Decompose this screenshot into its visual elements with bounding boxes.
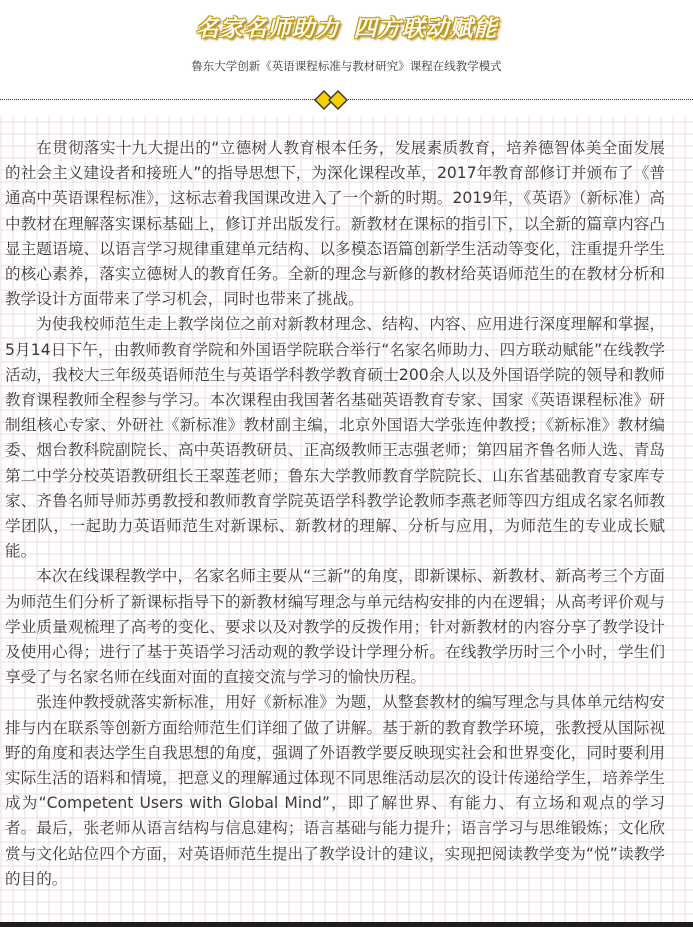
paragraph: 在贯彻落实十九大提出的“立德树人教育根本任务，发展素质教育，培养德智体美全面发展的社会主义建设者和接班人”的指导思想下，为深化课程改革，2017年教育部修订并颁布了《普通高中英语课程标准》，这标志着我国课改进入了一个新的时期。2019年，《英语》（新标准）高中教材在理解落实课标基础上，修订并出版发行。新教材在课标的指引下，以全新的篇章内容凸显主题语境、以语言学习规律重建单元结构、以多模态语篇创新学生活动等变化，注重提升学生的核心素养，落实立德树人的教育任务。全新的理念与新修的教材给英语师范生的在教材分析和教学设计方面带来了学习机会，同时也带来了挑战。	[5, 139, 665, 309]
banner-title	[0, 10, 693, 43]
banner-title-part2: 四方联动赋能	[353, 16, 498, 42]
paragraph: 本次在线课程教学中，名家名师主要从“三新”的角度，即新课标、新教材、新高考三个方面为师范生们分析了新课标指导下的新教材编写理念与单元结构安排的内在逻辑；从高考评价观与学业质量观梳理了高考的变化、要求以及对教学的反拨作用；针对新教材的内容分享了教学设计及使用心得；进行了基于英语学习活动观的教学设计学理分析。在线教学历时三个小时，学生们享受了与名家名师在线面对面的直接交流与学习的愉快历程。	[5, 567, 665, 687]
article-body	[0, 116, 693, 927]
paragraph: 张连仲教授就落实新标准，用好《新标准》为题，从整套教材的编写理念与具体单元结构安排与内在联系等创新方面给师范生们详细了做了讲解。基于新的教育教学环境，张教授从国际视野的角度和表达学生自我思想的角度，强调了外语教学要反映现实社会和世界变化，同时要利用实际生活的语料和情境，把意义的理解通过体现不同思维活动层次的设计传递给学生，培养学生成为“Competent Users with Global Mind”，即了解世界、有能力、有立场和观点的学习者。最后，张老师从语言结构与信息建构；语言基础与能力提升；语言学习与思维锻炼；文化欣赏与文化站位四个方面，对英语师范生提出了教学设计的建议，实现把阅读教学变为“悦”读教学的目的。	[5, 693, 665, 888]
article-subtitle: 鲁东大学创新《英语课程标准与教材研究》课程在线教学模式	[191, 59, 502, 73]
banner-title-part1: 名家名师助力	[195, 16, 340, 42]
double-diamond-icon	[313, 89, 349, 111]
article-text	[5, 136, 665, 892]
bottom-bar	[0, 922, 693, 927]
article-header	[0, 0, 693, 116]
paragraph: 为使我校师范生走上教学岗位之前对新教材理念、结构、内容、应用进行深度理解和掌握，5月14日下午，由教师教育学院和外国语学院联合举行“名家名师助力、四方联动赋能”在线教学活动，我校大三年级英语师范生与英语学科教学教育硕士200余人以及外国语学院的领导和教师教育课程教师全程参与学习。本次课程由我国著名基础英语教育专家、国家《英语课程标准》研制组核心专家、外研社《新标准》教材副主编，北京外国语大学张连仲教授；《新标准》教材编委、烟台教科院副院长、高中英语教研员、正高级教师王志强老师；第四届齐鲁名师人选、青岛第二中学分校英语教研组长王翠莲老师；鲁东大学教师教育学院院长、山东省基础教育专家库专家、齐鲁名师导师苏勇教授和教师教育学院英语学科教学论教师李燕老师等四方组成名家名师教学团队，一起助力英语师范生对新课标、新教材的理解、分析与应用，为师范生的专业成长赋能。	[5, 315, 665, 561]
